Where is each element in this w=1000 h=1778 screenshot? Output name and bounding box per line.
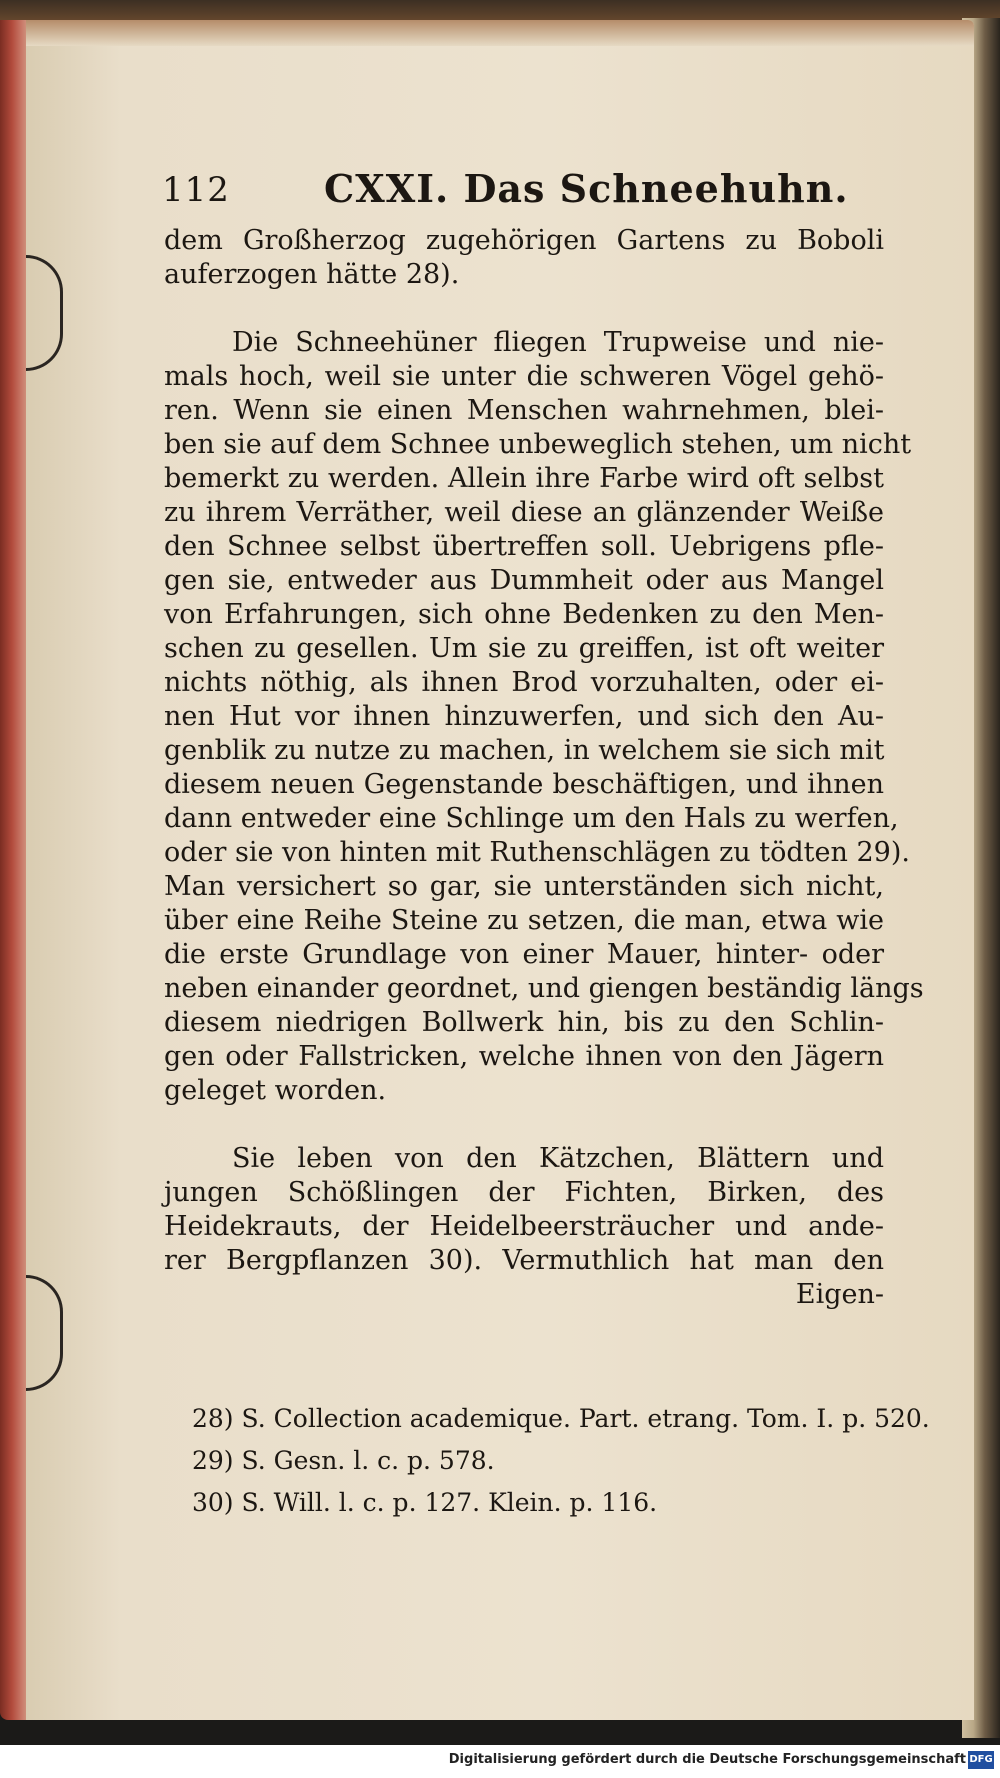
footnote-29: 29) S. Gesn. l. c. p. 578. bbox=[192, 1446, 495, 1475]
text-line: mals hoch, weil sie unter die schweren Vögel gehö- bbox=[164, 361, 884, 392]
footnote-30: 30) S. Will. l. c. p. 127. Klein. p. 116. bbox=[192, 1488, 658, 1517]
page-text bbox=[162, 160, 924, 1312]
text-line: über eine Reihe Steine zu setzen, die man, etwa wie bbox=[164, 905, 884, 936]
text-line: oder sie von hinten mit Ruthenschlägen zu tödten 29). bbox=[164, 837, 910, 868]
digitization-footer bbox=[0, 1745, 1000, 1778]
paragraph-gap bbox=[164, 292, 884, 326]
text-line: den Schnee selbst übertreffen soll. Uebrigens pfle- bbox=[164, 531, 884, 562]
page-clip-bottom bbox=[26, 1275, 63, 1391]
text-line: jungen Schößlingen der Fichten, Birken, des bbox=[164, 1177, 884, 1208]
text-line: die erste Grundlage von einer Mauer, hinter- oder bbox=[164, 939, 884, 970]
page-number: 112 bbox=[162, 170, 230, 210]
page-clip-top bbox=[26, 255, 63, 371]
text-line: ren. Wenn sie einen Menschen wahrnehmen, blei- bbox=[164, 395, 884, 426]
text-line: von Erfahrungen, sich ohne Bedenken zu den Men- bbox=[164, 599, 884, 630]
text-line: nichts nöthig, als ihnen Brod vorzuhalten, oder ei- bbox=[164, 667, 884, 698]
text-line: Sie leben von den Kätzchen, Blättern und bbox=[232, 1143, 884, 1174]
text-line: gen oder Fallstricken, welche ihnen von den Jägern bbox=[164, 1041, 884, 1072]
text-line: genblik zu nutze zu machen, in welchem sie sich mit bbox=[164, 735, 885, 766]
text-line: ben sie auf dem Schnee unbeweglich stehen, um nicht bbox=[164, 429, 912, 460]
text-line: zu ihrem Verräther, weil diese an glänzender Weiße bbox=[164, 497, 884, 528]
text-line: rer Bergpflanzen 30). Vermuthlich hat man den bbox=[164, 1245, 884, 1276]
text-line: neben einander geordnet, und giengen beständig längs bbox=[164, 973, 924, 1004]
page-top-shadow bbox=[26, 20, 974, 46]
text-line: diesem niedrigen Bollwerk hin, bis zu den Schlin- bbox=[164, 1007, 884, 1038]
chapter-title: CXXI. Das Schneehuhn. bbox=[324, 166, 849, 211]
footnote-28: 28) S. Collection academique. Part. etrang. Tom. I. p. 520. bbox=[192, 1404, 930, 1433]
page-header bbox=[164, 160, 884, 224]
funding-credit: Digitalisierung gefördert durch die Deutsche Forschungsgemeinschaft bbox=[448, 1752, 966, 1767]
text-line: dem Großherzog zugehörigen Gartens zu Boboli bbox=[164, 225, 884, 256]
text-line: nen Hut vor ihnen hinzuwerfen, und sich den Au- bbox=[164, 701, 884, 732]
text-line: geleget worden. bbox=[164, 1075, 387, 1106]
text-line: schen zu gesellen. Um sie zu greiffen, ist oft weiter bbox=[164, 633, 884, 664]
body-text bbox=[164, 224, 924, 1312]
text-line: gen sie, entweder aus Dummheit oder aus Mangel bbox=[164, 565, 884, 596]
dfg-logo: DFG bbox=[968, 1751, 994, 1769]
text-line: Heidekrauts, der Heidelbeersträucher und ande- bbox=[164, 1211, 884, 1242]
paragraph-gap bbox=[164, 1108, 884, 1142]
text-line: Die Schneehüner fliegen Trupweise und nie- bbox=[232, 327, 884, 358]
text-line: auferzogen hätte 28). bbox=[164, 259, 460, 290]
catchword: Eigen- bbox=[795, 1279, 884, 1310]
text-line: dann entweder eine Schlinge um den Hals zu werfen, bbox=[164, 803, 899, 834]
footnotes bbox=[192, 1398, 930, 1524]
text-line: diesem neuen Gegenstande beschäftigen, und ihnen bbox=[164, 769, 884, 800]
text-line: Man versichert so gar, sie unterständen sich nicht, bbox=[164, 871, 884, 902]
text-line: bemerkt zu werden. Allein ihre Farbe wird oft selbst bbox=[164, 463, 884, 494]
